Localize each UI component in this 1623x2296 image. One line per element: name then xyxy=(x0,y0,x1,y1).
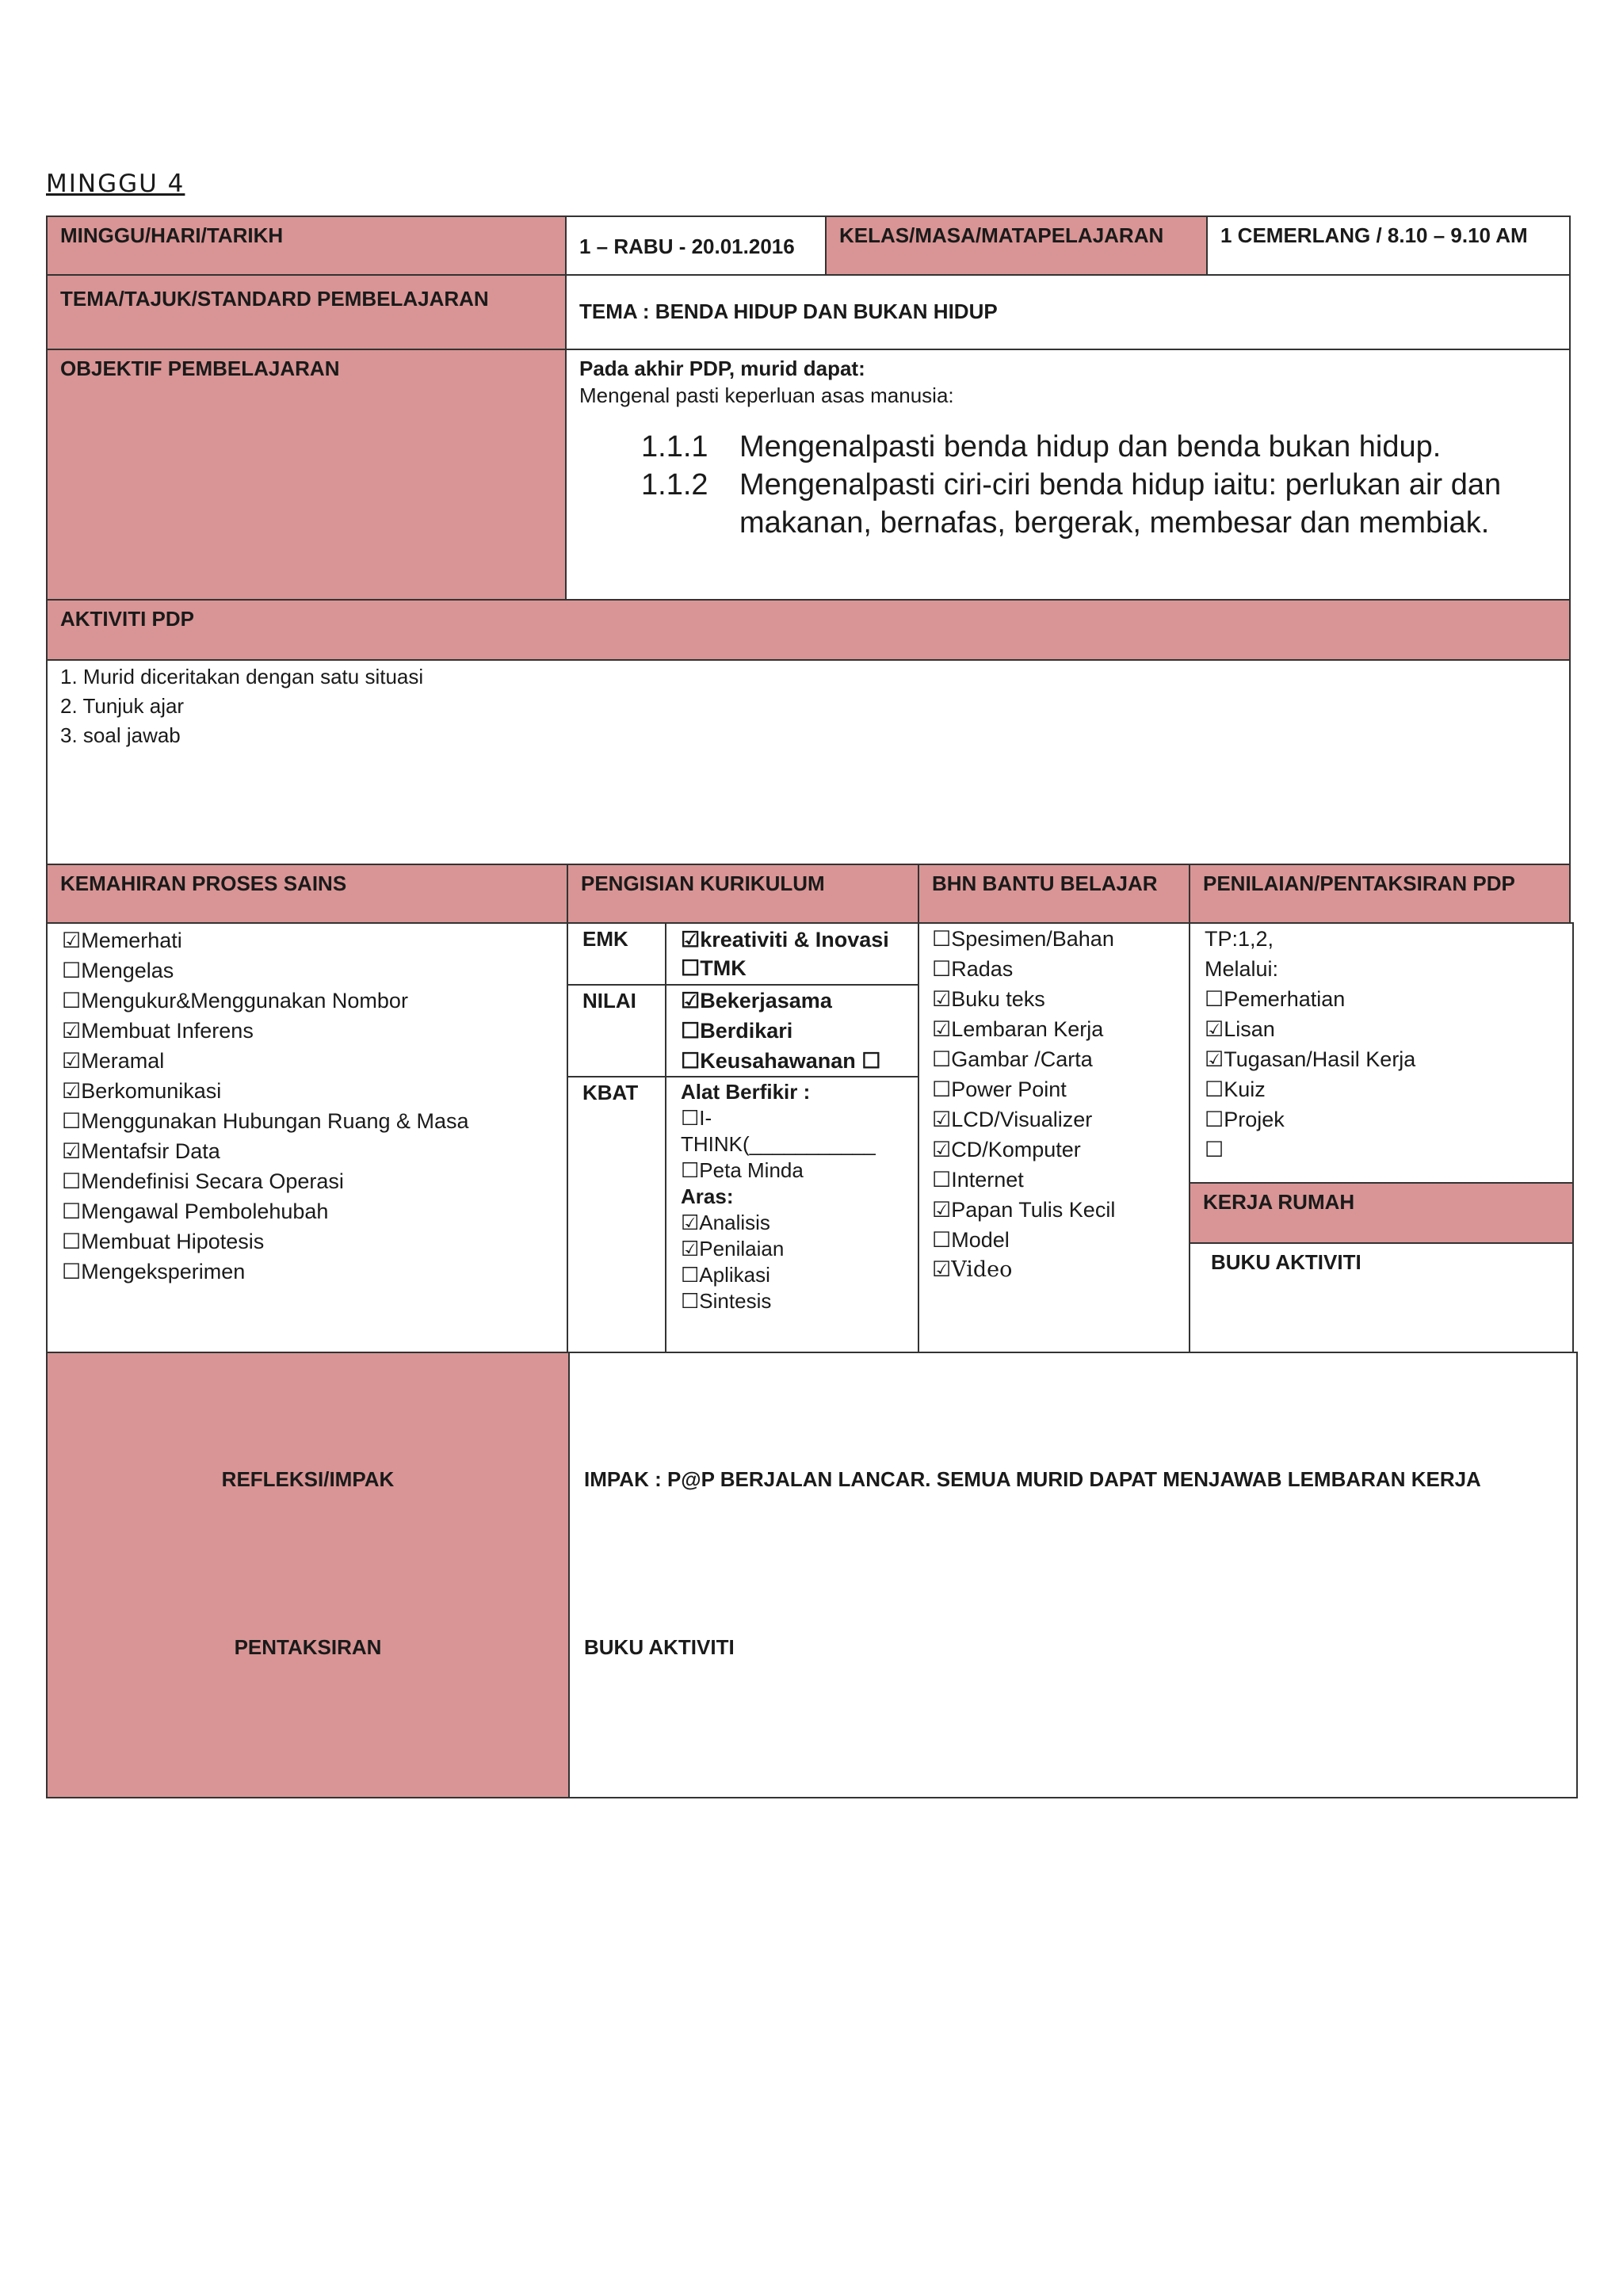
homework-label-cell xyxy=(1189,1182,1574,1244)
class-value: 1 CEMERLANG / 8.10 – 9.10 AM xyxy=(1220,223,1528,247)
objective-value-cell xyxy=(565,349,1571,601)
kps-list xyxy=(62,925,469,1287)
reflection-assessment-value: BUKU AKTIVITI xyxy=(584,1635,735,1659)
material-item: ☐Gambar /Carta xyxy=(932,1047,1093,1071)
materials-cell xyxy=(918,922,1190,1353)
nilai-item: ☐Keusahawanan ☐ xyxy=(681,1049,881,1073)
objective-label-cell xyxy=(46,349,567,601)
kbat-level-label: Aras: xyxy=(681,1184,734,1208)
materials-list xyxy=(932,924,1115,1285)
reflection-value: IMPAK : P@P BERJALAN LANCAR. SEMUA MURID DAPAT MENJAWAB LEMBARAN KERJA xyxy=(584,1467,1481,1491)
objective-label: OBJEKTIF PEMBELAJARAN xyxy=(60,357,340,380)
material-item: ☐Spesimen/Bahan xyxy=(932,927,1114,951)
nilai-item: ☑Bekerjasama xyxy=(681,989,832,1013)
curriculum-label: PENGISIAN KURIKULUM xyxy=(581,871,825,895)
kbat-tool: THINK(___________ xyxy=(681,1132,876,1156)
kps-item: ☐Mengawal Pembolehubah xyxy=(62,1199,329,1223)
emk-label: EMK xyxy=(582,927,628,951)
assessment-item: ☐Kuiz xyxy=(1205,1077,1266,1101)
objective-item xyxy=(641,428,1545,466)
theme-label-cell xyxy=(46,274,567,350)
material-item: ☐Power Point xyxy=(932,1077,1067,1101)
curriculum-label-cell xyxy=(567,864,919,924)
emk-item: ☑kreativiti & Inovasi xyxy=(681,928,889,952)
kbat-tool: ☐I- xyxy=(681,1106,712,1130)
reflection-label-cell xyxy=(46,1352,570,1798)
class-value-cell xyxy=(1206,215,1571,276)
kps-item: ☑Memerhati xyxy=(62,929,182,952)
material-item: ☑Video xyxy=(932,1257,1013,1282)
assessment-item: ☐ xyxy=(1205,1138,1224,1161)
kbat-level: ☐Sintesis xyxy=(681,1289,772,1313)
kbat-level: ☐Aplikasi xyxy=(681,1263,770,1287)
curriculum-cell xyxy=(567,922,919,1353)
material-item: ☑Lembaran Kerja xyxy=(932,1017,1104,1041)
kbat-label: KBAT xyxy=(582,1081,639,1104)
week-label-cell xyxy=(46,215,567,276)
reflection-assessment-label: PENTAKSIRAN xyxy=(234,1635,382,1659)
homework-label: KERJA RUMAH xyxy=(1203,1190,1355,1214)
homework-value-cell xyxy=(1189,1242,1574,1353)
assessment-cell xyxy=(1189,922,1574,1184)
assessment-item: Melalui: xyxy=(1205,957,1279,981)
assessment-item: ☑Tugasan/Hasil Kerja xyxy=(1205,1047,1416,1071)
assessment-item: ☐Projek xyxy=(1205,1108,1285,1131)
materials-label-cell xyxy=(918,864,1190,924)
kps-item: ☐Mengukur&Menggunakan Nombor xyxy=(62,989,408,1013)
assessment-item: TP:1,2, xyxy=(1205,927,1274,951)
kps-label: KEMAHIRAN PROSES SAINS xyxy=(60,871,347,895)
assessment-label-cell xyxy=(1189,864,1571,924)
kbat-tool: ☐Peta Minda xyxy=(681,1158,804,1182)
homework-value: BUKU AKTIVITI xyxy=(1211,1250,1361,1274)
objective-text: Mengenalpasti benda hidup dan benda bukan hidup. xyxy=(739,430,1442,463)
objective-intro: Pada akhir PDP, murid dapat: xyxy=(579,357,865,380)
objective-number: 1.1.2 xyxy=(641,468,708,502)
kbat-tools-label: Alat Berfikir : xyxy=(681,1080,811,1104)
reflection-value-cell xyxy=(568,1352,1578,1798)
kps-item: ☐Mendefinisi Secara Operasi xyxy=(62,1169,344,1193)
theme-label: TEMA/TAJUK/STANDARD PEMBELAJARAN xyxy=(60,287,489,311)
kps-item: ☐Mengelas xyxy=(62,959,174,982)
material-item: ☐Internet xyxy=(932,1168,1024,1192)
kps-item: ☑Mentafsir Data xyxy=(62,1139,220,1163)
activity-item: 1. Murid diceritakan dengan satu situasi xyxy=(60,665,424,688)
activities-label: AKTIVITI PDP xyxy=(60,607,195,631)
nilai-item: ☐Berdikari xyxy=(681,1019,793,1043)
material-item: ☐Radas xyxy=(932,957,1014,981)
week-label: MINGGU/HARI/TARIKH xyxy=(60,223,284,247)
materials-label: BHN BANTU BELAJAR xyxy=(932,871,1158,895)
objective-item xyxy=(641,466,1545,542)
objective-text: Mengenalpasti ciri-ciri benda hidup iaitu: perlukan air dan makanan, bernafas, bergerak, membesar dan membiak. xyxy=(739,468,1502,540)
assessment-label: PENILAIAN/PENTAKSIRAN PDP xyxy=(1203,871,1515,895)
material-item: ☐Model xyxy=(932,1228,1010,1252)
kps-item: ☐Mengeksperimen xyxy=(62,1260,246,1283)
material-item: ☑LCD/Visualizer xyxy=(932,1108,1093,1131)
activity-item: 3. soal jawab xyxy=(60,723,181,747)
activity-item: 2. Tunjuk ajar xyxy=(60,694,185,718)
theme-value: TEMA : BENDA HIDUP DAN BUKAN HIDUP xyxy=(579,299,998,323)
week-value: 1 – RABU - 20.01.2016 xyxy=(579,235,795,258)
assessment-list xyxy=(1205,924,1415,1165)
class-label-cell xyxy=(825,215,1208,276)
week-value-cell xyxy=(565,215,827,276)
nilai-label: NILAI xyxy=(582,989,636,1013)
material-item: ☑CD/Komputer xyxy=(932,1138,1081,1161)
kps-item: ☐Membuat Hipotesis xyxy=(62,1230,265,1253)
kps-item: ☑Berkomunikasi xyxy=(62,1079,222,1103)
assessment-item: ☑Lisan xyxy=(1205,1017,1275,1041)
kps-item: ☐Menggunakan Hubungan Ruang & Masa xyxy=(62,1109,469,1133)
class-label: KELAS/MASA/MATAPELAJARAN xyxy=(839,223,1164,247)
objective-sub: Mengenal pasti keperluan asas manusia: xyxy=(579,383,954,407)
kps-item: ☑Membuat Inferens xyxy=(62,1019,254,1043)
reflection-label: REFLEKSI/IMPAK xyxy=(221,1467,395,1491)
page-heading: MINGGU 4 xyxy=(46,170,185,198)
kbat-level: ☑Penilaian xyxy=(681,1237,785,1261)
kps-label-cell xyxy=(46,864,568,924)
kps-cell xyxy=(46,922,568,1353)
theme-value-cell xyxy=(565,274,1571,350)
material-item: ☑Buku teks xyxy=(932,987,1045,1011)
material-item: ☑Papan Tulis Kecil xyxy=(932,1198,1116,1222)
objective-number: 1.1.1 xyxy=(641,430,708,463)
kps-item: ☑Meramal xyxy=(62,1049,165,1073)
activities-label-cell xyxy=(46,599,1571,661)
assessment-item: ☐Pemerhatian xyxy=(1205,987,1346,1011)
emk-item: ☐TMK xyxy=(681,956,747,980)
activities-value-cell xyxy=(46,659,1571,865)
kbat-level: ☑Analisis xyxy=(681,1211,770,1234)
